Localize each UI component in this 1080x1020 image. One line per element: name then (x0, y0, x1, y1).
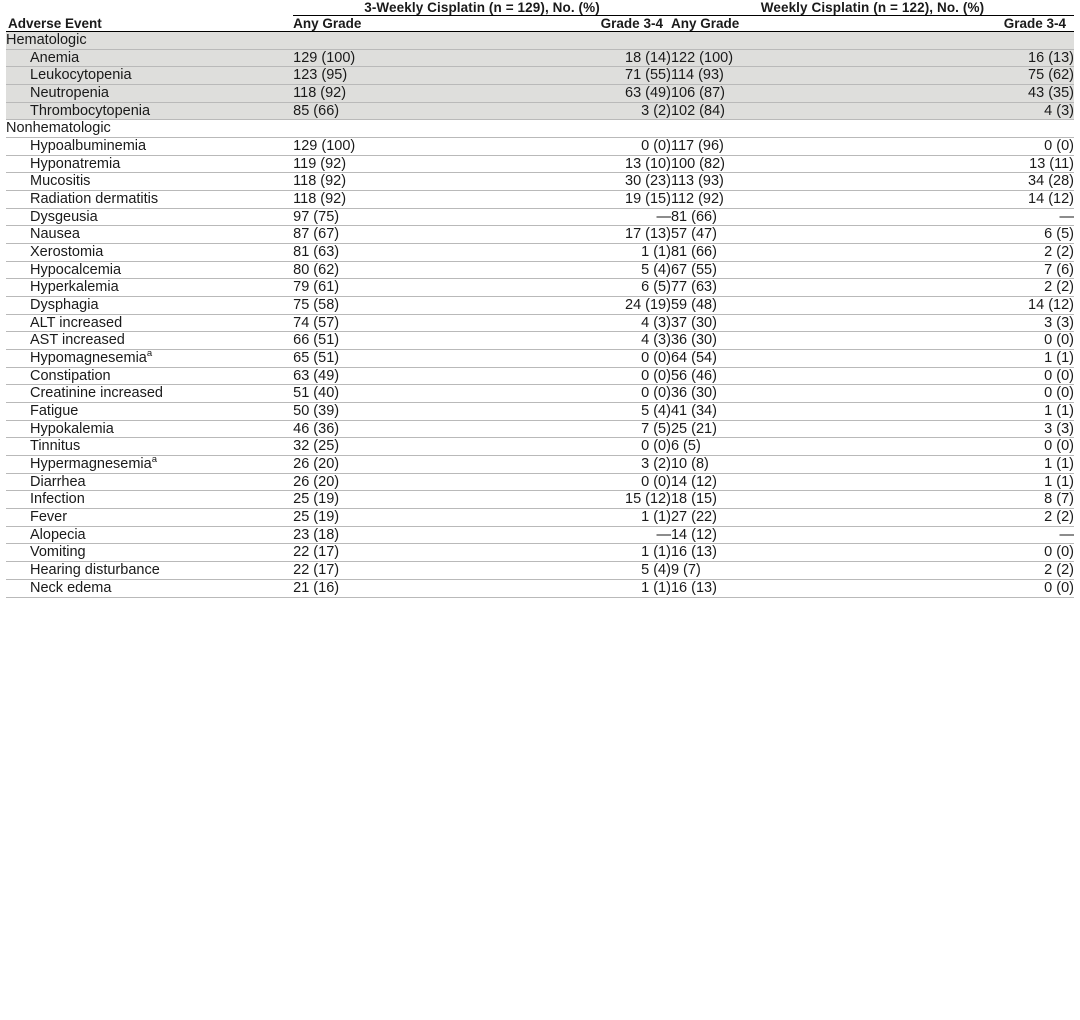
cell-weekly-any-grade: 64 (54) (671, 350, 867, 368)
adverse-event-name: Constipation (6, 367, 293, 385)
cell-weekly-grade-3-4: 4 (3) (867, 102, 1074, 120)
cell-3weekly-grade-3-4: 0 (0) (474, 473, 670, 491)
table-row (6, 208, 1074, 226)
cell-3weekly-grade-3-4: 63 (49) (474, 85, 670, 103)
cell-weekly-grade-3-4: 43 (35) (867, 85, 1074, 103)
cell-weekly-any-grade: 122 (100) (671, 49, 867, 67)
table-row (6, 173, 1074, 191)
cell-weekly-any-grade: 117 (96) (671, 138, 867, 156)
adverse-event-name: Infection (6, 491, 293, 509)
table-row (6, 420, 1074, 438)
table-row (6, 473, 1074, 491)
cell-3weekly-any-grade: 65 (51) (293, 350, 474, 368)
table-row (6, 120, 1074, 138)
cell-3weekly-any-grade: 26 (20) (293, 473, 474, 491)
footnote-marker: a (146, 348, 153, 360)
footnote-marker: a (151, 454, 157, 466)
cell-weekly-any-grade: 59 (48) (671, 297, 867, 315)
table-row (6, 226, 1074, 244)
cell-weekly-any-grade: 67 (55) (671, 261, 867, 279)
cell-weekly-any-grade: 36 (30) (671, 332, 867, 350)
cell-3weekly-any-grade: 85 (66) (293, 102, 474, 120)
cell-weekly-grade-3-4: 2 (2) (867, 279, 1074, 297)
table-row (6, 244, 1074, 262)
cell-3weekly-grade-3-4: 3 (2) (474, 456, 670, 474)
table-row (6, 350, 1074, 368)
cell-3weekly-any-grade: 119 (92) (293, 155, 474, 173)
cell-3weekly-any-grade: 74 (57) (293, 314, 474, 332)
column-header-weekly-any-grade: Any Grade (671, 16, 867, 32)
adverse-event-name: Anemia (6, 49, 293, 67)
group-header-3weekly: 3-Weekly Cisplatin (n = 129), No. (%) (293, 0, 671, 16)
cell-3weekly-grade-3-4: 24 (19) (474, 297, 670, 315)
adverse-event-name: Hearing disturbance (6, 562, 293, 580)
adverse-event-name: Hyperkalemia (6, 279, 293, 297)
cell-weekly-any-grade: 14 (12) (671, 526, 867, 544)
table-body (6, 32, 1074, 598)
cell-weekly-any-grade: 14 (12) (671, 473, 867, 491)
cell-3weekly-any-grade: 26 (20) (293, 456, 474, 474)
table-row (6, 544, 1074, 562)
cell-3weekly-grade-3-4: 1 (1) (474, 544, 670, 562)
cell-3weekly-grade-3-4: — (474, 526, 670, 544)
cell-weekly-grade-3-4: 14 (12) (867, 191, 1074, 209)
cell-3weekly-grade-3-4: 5 (4) (474, 403, 670, 421)
adverse-event-name: Tinnitus (6, 438, 293, 456)
adverse-event-name: ALT increased (6, 314, 293, 332)
cell-weekly-grade-3-4: 0 (0) (867, 438, 1074, 456)
table-row (6, 332, 1074, 350)
cell-weekly-grade-3-4: 1 (1) (867, 403, 1074, 421)
cell-3weekly-grade-3-4: 0 (0) (474, 385, 670, 403)
cell-3weekly-grade-3-4: 0 (0) (474, 438, 670, 456)
cell-weekly-any-grade: 57 (47) (671, 226, 867, 244)
cell-3weekly-any-grade: 25 (19) (293, 491, 474, 509)
cell-weekly-any-grade: 25 (21) (671, 420, 867, 438)
cell-3weekly-grade-3-4 (474, 120, 670, 138)
cell-weekly-any-grade: 106 (87) (671, 85, 867, 103)
cell-weekly-grade-3-4: 13 (11) (867, 155, 1074, 173)
cell-weekly-grade-3-4: 1 (1) (867, 456, 1074, 474)
cell-3weekly-any-grade: 23 (18) (293, 526, 474, 544)
cell-weekly-any-grade: 10 (8) (671, 456, 867, 474)
cell-weekly-any-grade: 41 (34) (671, 403, 867, 421)
cell-weekly-any-grade: 100 (82) (671, 155, 867, 173)
cell-weekly-any-grade: 37 (30) (671, 314, 867, 332)
cell-3weekly-grade-3-4: 4 (3) (474, 314, 670, 332)
table-row (6, 314, 1074, 332)
cell-weekly-grade-3-4: 0 (0) (867, 385, 1074, 403)
table-row (6, 102, 1074, 120)
column-header-adverse-event: Adverse Event (6, 16, 293, 32)
cell-3weekly-grade-3-4: 6 (5) (474, 279, 670, 297)
cell-weekly-any-grade: 81 (66) (671, 208, 867, 226)
cell-weekly-grade-3-4: 16 (13) (867, 49, 1074, 67)
cell-3weekly-grade-3-4: 30 (23) (474, 173, 670, 191)
cell-3weekly-grade-3-4: 17 (13) (474, 226, 670, 244)
cell-weekly-grade-3-4: 2 (2) (867, 244, 1074, 262)
cell-weekly-any-grade: 56 (46) (671, 367, 867, 385)
cell-weekly-any-grade: 18 (15) (671, 491, 867, 509)
cell-3weekly-grade-3-4: 15 (12) (474, 491, 670, 509)
cell-3weekly-grade-3-4: 71 (55) (474, 67, 670, 85)
cell-3weekly-any-grade (293, 120, 474, 138)
adverse-event-name: Hypokalemia (6, 420, 293, 438)
cell-weekly-grade-3-4: 34 (28) (867, 173, 1074, 191)
cell-3weekly-grade-3-4 (474, 32, 670, 50)
cell-weekly-grade-3-4: 1 (1) (867, 473, 1074, 491)
column-header-3weekly-any-grade: Any Grade (293, 16, 474, 32)
adverse-event-name: Vomiting (6, 544, 293, 562)
cell-3weekly-any-grade: 63 (49) (293, 367, 474, 385)
adverse-event-name: Diarrhea (6, 473, 293, 491)
adverse-events-table (6, 0, 1074, 598)
cell-weekly-grade-3-4: 2 (2) (867, 509, 1074, 527)
adverse-event-name: Fatigue (6, 403, 293, 421)
cell-3weekly-grade-3-4: 4 (3) (474, 332, 670, 350)
adverse-event-name: Xerostomia (6, 244, 293, 262)
cell-3weekly-grade-3-4: 1 (1) (474, 244, 670, 262)
cell-weekly-any-grade (671, 120, 867, 138)
adverse-event-name: Dysphagia (6, 297, 293, 315)
cell-3weekly-grade-3-4: 7 (5) (474, 420, 670, 438)
table-row (6, 562, 1074, 580)
cell-3weekly-any-grade: 75 (58) (293, 297, 474, 315)
group-header-spacer (6, 0, 293, 16)
table-row (6, 138, 1074, 156)
table-row (6, 155, 1074, 173)
cell-weekly-any-grade: 81 (66) (671, 244, 867, 262)
table-row (6, 526, 1074, 544)
cell-weekly-any-grade: 77 (63) (671, 279, 867, 297)
table-row (6, 579, 1074, 597)
table-row (6, 32, 1074, 50)
cell-3weekly-any-grade: 97 (75) (293, 208, 474, 226)
cell-3weekly-any-grade: 118 (92) (293, 191, 474, 209)
cell-3weekly-any-grade: 80 (62) (293, 261, 474, 279)
adverse-event-name: Radiation dermatitis (6, 191, 293, 209)
adverse-event-name: Thrombocytopenia (6, 102, 293, 120)
cell-3weekly-any-grade: 21 (16) (293, 579, 474, 597)
group-header-row (6, 0, 1074, 16)
table-row (6, 456, 1074, 474)
cell-weekly-any-grade: 113 (93) (671, 173, 867, 191)
adverse-event-name: Neutropenia (6, 85, 293, 103)
cell-3weekly-any-grade: 32 (25) (293, 438, 474, 456)
cell-3weekly-grade-3-4: 1 (1) (474, 509, 670, 527)
table-row (6, 385, 1074, 403)
adverse-event-name: Fever (6, 509, 293, 527)
group-header-weekly: Weekly Cisplatin (n = 122), No. (%) (671, 0, 1074, 16)
cell-weekly-grade-3-4: 8 (7) (867, 491, 1074, 509)
cell-3weekly-any-grade: 66 (51) (293, 332, 474, 350)
cell-weekly-grade-3-4: 0 (0) (867, 138, 1074, 156)
cell-weekly-grade-3-4: 0 (0) (867, 332, 1074, 350)
cell-3weekly-grade-3-4: 0 (0) (474, 138, 670, 156)
cell-weekly-grade-3-4: 3 (3) (867, 420, 1074, 438)
adverse-event-name: Mucositis (6, 173, 293, 191)
cell-3weekly-grade-3-4: 0 (0) (474, 367, 670, 385)
cell-weekly-any-grade: 16 (13) (671, 544, 867, 562)
cell-3weekly-any-grade: 87 (67) (293, 226, 474, 244)
cell-weekly-grade-3-4: 7 (6) (867, 261, 1074, 279)
cell-weekly-grade-3-4: — (867, 208, 1074, 226)
cell-weekly-any-grade: 27 (22) (671, 509, 867, 527)
cell-weekly-grade-3-4: 0 (0) (867, 579, 1074, 597)
adverse-event-name: Hyponatremia (6, 155, 293, 173)
cell-weekly-any-grade: 36 (30) (671, 385, 867, 403)
adverse-event-name: AST increased (6, 332, 293, 350)
cell-weekly-grade-3-4: 1 (1) (867, 350, 1074, 368)
table-row (6, 261, 1074, 279)
cell-weekly-grade-3-4: — (867, 526, 1074, 544)
cell-weekly-grade-3-4: 2 (2) (867, 562, 1074, 580)
table-row (6, 491, 1074, 509)
cell-3weekly-grade-3-4: 1 (1) (474, 579, 670, 597)
cell-3weekly-any-grade: 129 (100) (293, 49, 474, 67)
cell-3weekly-grade-3-4: — (474, 208, 670, 226)
cell-weekly-any-grade: 114 (93) (671, 67, 867, 85)
cell-weekly-grade-3-4: 3 (3) (867, 314, 1074, 332)
cell-3weekly-any-grade: 25 (19) (293, 509, 474, 527)
table-row (6, 279, 1074, 297)
adverse-event-category: Hematologic (6, 32, 293, 50)
cell-weekly-grade-3-4 (867, 120, 1074, 138)
column-header-weekly-grade-3-4: Grade 3-4 (867, 16, 1074, 32)
adverse-event-name: Neck edema (6, 579, 293, 597)
cell-3weekly-grade-3-4: 5 (4) (474, 562, 670, 580)
cell-weekly-any-grade: 6 (5) (671, 438, 867, 456)
cell-3weekly-any-grade: 118 (92) (293, 85, 474, 103)
table-row (6, 49, 1074, 67)
cell-3weekly-any-grade (293, 32, 474, 50)
cell-weekly-grade-3-4: 14 (12) (867, 297, 1074, 315)
cell-3weekly-any-grade: 129 (100) (293, 138, 474, 156)
cell-weekly-grade-3-4: 75 (62) (867, 67, 1074, 85)
table-row (6, 191, 1074, 209)
cell-3weekly-any-grade: 50 (39) (293, 403, 474, 421)
cell-weekly-any-grade: 9 (7) (671, 562, 867, 580)
cell-3weekly-any-grade: 51 (40) (293, 385, 474, 403)
cell-weekly-grade-3-4: 0 (0) (867, 367, 1074, 385)
adverse-event-name: Leukocytopenia (6, 67, 293, 85)
column-header-row (6, 16, 1074, 32)
cell-weekly-any-grade: 102 (84) (671, 102, 867, 120)
cell-3weekly-grade-3-4: 13 (10) (474, 155, 670, 173)
column-header-3weekly-grade-3-4: Grade 3-4 (474, 16, 670, 32)
table-row (6, 438, 1074, 456)
table-row (6, 367, 1074, 385)
table-head (6, 0, 1074, 32)
table-row (6, 509, 1074, 527)
cell-weekly-grade-3-4: 6 (5) (867, 226, 1074, 244)
adverse-event-name: Hypoalbuminemia (6, 138, 293, 156)
adverse-event-name: Nausea (6, 226, 293, 244)
adverse-event-name: Hypomagnesemia$^a$ (6, 350, 293, 368)
cell-weekly-grade-3-4: 0 (0) (867, 544, 1074, 562)
adverse-event-name: Alopecia (6, 526, 293, 544)
cell-weekly-any-grade: 16 (13) (671, 579, 867, 597)
cell-3weekly-any-grade: 81 (63) (293, 244, 474, 262)
cell-3weekly-any-grade: 123 (95) (293, 67, 474, 85)
adverse-event-name: Hypocalcemia (6, 261, 293, 279)
cell-3weekly-any-grade: 79 (61) (293, 279, 474, 297)
cell-3weekly-grade-3-4: 18 (14) (474, 49, 670, 67)
cell-3weekly-any-grade: 118 (92) (293, 173, 474, 191)
cell-weekly-any-grade: 112 (92) (671, 191, 867, 209)
cell-weekly-grade-3-4 (867, 32, 1074, 50)
table-row (6, 67, 1074, 85)
table-row (6, 85, 1074, 103)
cell-3weekly-grade-3-4: 5 (4) (474, 261, 670, 279)
adverse-event-name: Creatinine increased (6, 385, 293, 403)
cell-3weekly-any-grade: 46 (36) (293, 420, 474, 438)
adverse-event-name: Dysgeusia (6, 208, 293, 226)
cell-3weekly-any-grade: 22 (17) (293, 544, 474, 562)
adverse-event-name: Hypermagnesemia$^a$ (6, 456, 293, 474)
cell-3weekly-any-grade: 22 (17) (293, 562, 474, 580)
table-row (6, 297, 1074, 315)
cell-3weekly-grade-3-4: 0 (0) (474, 350, 670, 368)
cell-weekly-any-grade (671, 32, 867, 50)
cell-3weekly-grade-3-4: 3 (2) (474, 102, 670, 120)
cell-3weekly-grade-3-4: 19 (15) (474, 191, 670, 209)
adverse-event-category: Nonhematologic (6, 120, 293, 138)
table-row (6, 403, 1074, 421)
